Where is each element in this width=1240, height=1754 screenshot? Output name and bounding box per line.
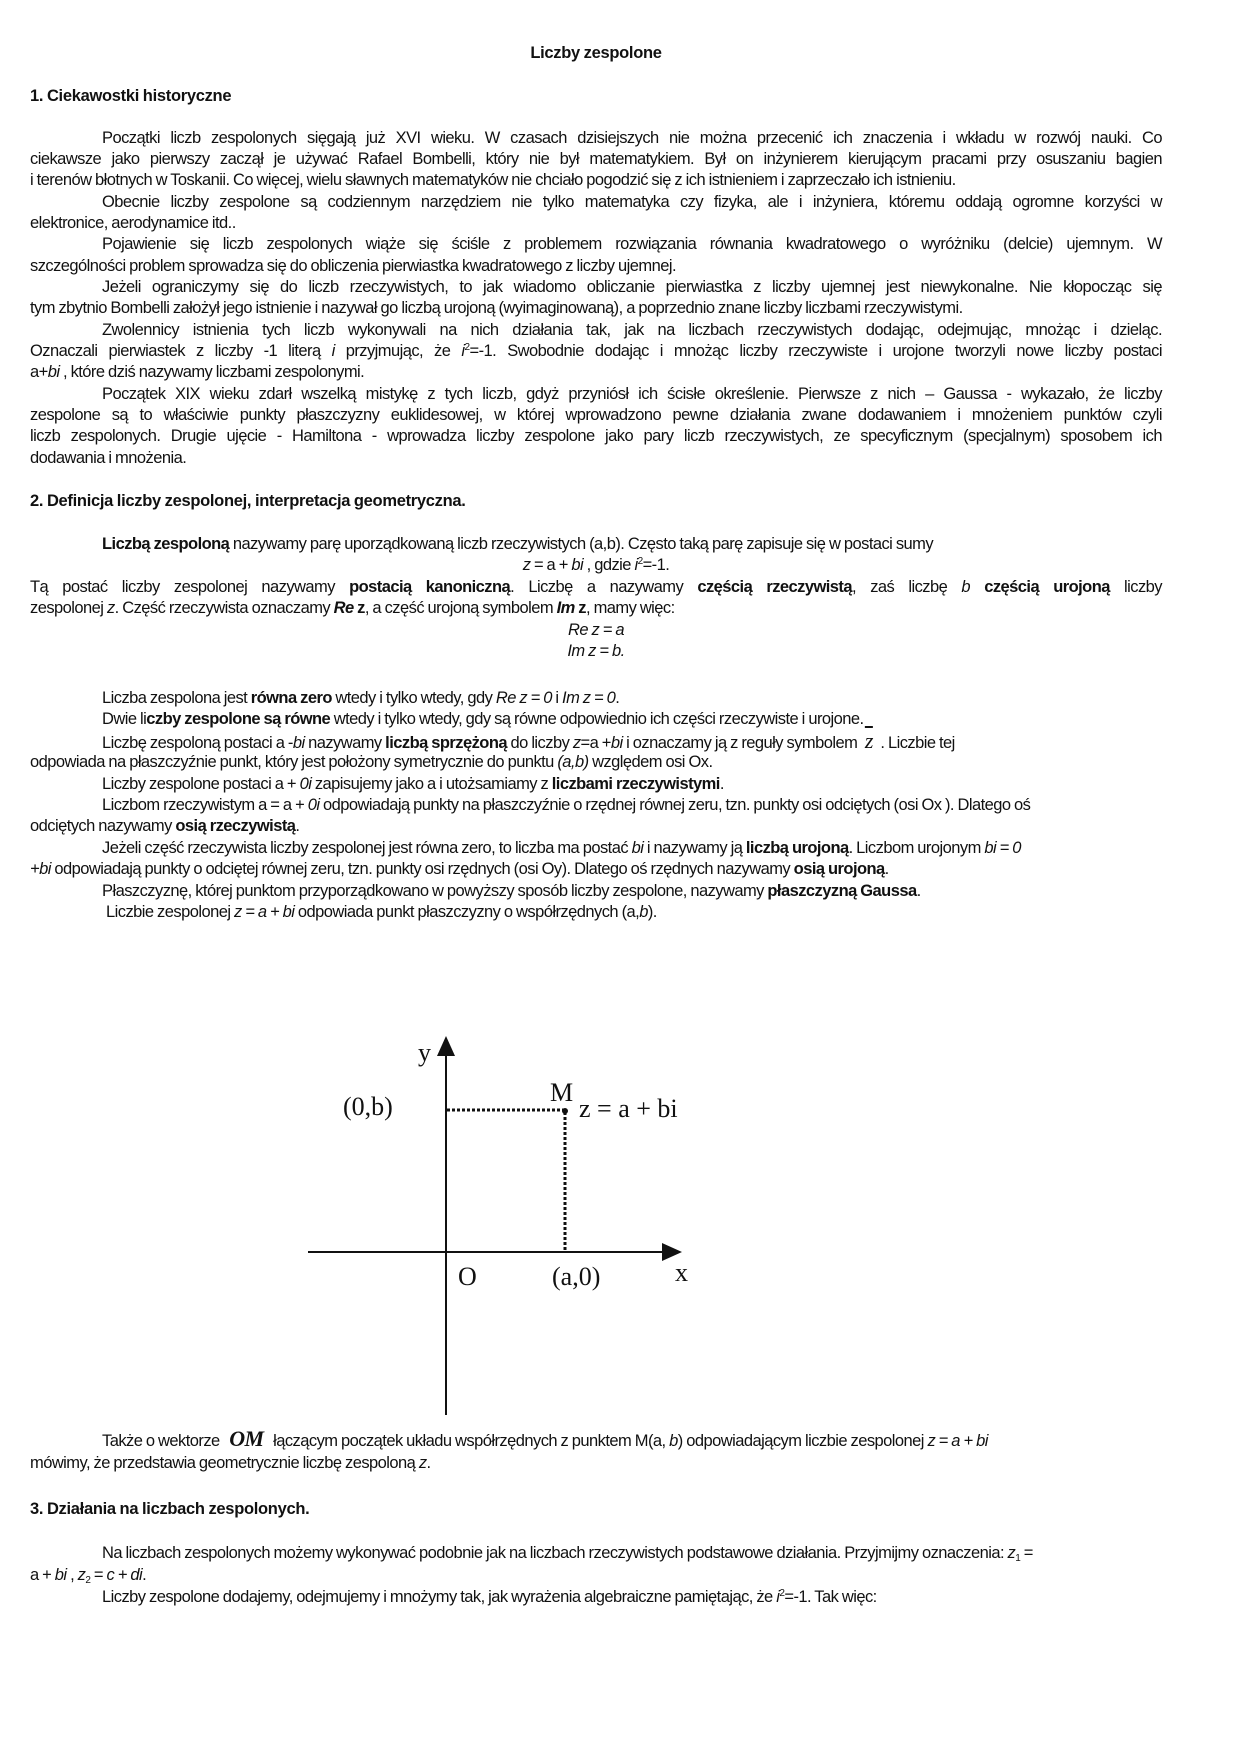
y-axis-label: y — [418, 1038, 431, 1067]
text: (a,b) — [557, 753, 589, 771]
paragraph-line — [30, 794, 1030, 816]
text: . — [615, 689, 620, 707]
vector-om-symbol: OM — [229, 1426, 264, 1451]
text: 2 — [464, 342, 470, 353]
text: . Liczbie tej — [876, 734, 955, 752]
text: odpowiada na płaszczyźnie punkt, który jest położony symetrycznie do punktu — [30, 753, 558, 771]
text: z — [418, 1454, 427, 1472]
point-equation-label: z = a + bi — [579, 1094, 678, 1123]
text: częścią rzeczywistą — [697, 578, 853, 596]
text: z = a + bi — [927, 1432, 988, 1450]
text: łączącym początek układu współrzędnych z punktem M(a, — [269, 1432, 670, 1450]
paragraph-line: tym zbytnio Bombelli założył jego istnienie i nazywał go liczbą urojoną (wyimaginowaną), a poprzednio znane liczby liczbami rzeczywistymi. — [30, 299, 963, 317]
text: bi — [571, 556, 584, 574]
text: 2 — [637, 556, 643, 567]
text: Liczbie zespolonej — [106, 903, 234, 921]
text: =a + — [580, 734, 611, 752]
text: i — [331, 342, 335, 360]
text: nazywamy — [304, 734, 386, 752]
paragraph-line — [30, 901, 657, 923]
text: z — [574, 599, 586, 617]
text — [970, 578, 984, 596]
paragraph-line: i terenów błotnych w Toskanii. Co więcej, wielu sławnych matematyków nie chciało pogodzić się z ich istnieniem i zaprzeczało ich istnieniu. — [30, 171, 956, 189]
text: Tą postać liczby zespolonej nazywamy — [30, 578, 350, 596]
text: Re — [333, 599, 354, 617]
section-heading-1: 1. Ciekawostki historyczne — [30, 87, 232, 105]
text: osią urojoną — [793, 860, 885, 878]
section-heading-3: 3. Działania na liczbach zespolonych. — [30, 1500, 310, 1518]
text: =-1. Tak więc: — [784, 1588, 877, 1606]
text: do liczby — [507, 734, 573, 752]
text: mówimy, że przedstawia geometrycznie liczbę zespoloną — [30, 1454, 419, 1472]
text: Liczby zespolone postaci a + — [102, 775, 300, 793]
text: a + — [30, 1566, 55, 1584]
text: 2 — [85, 1575, 91, 1586]
text: Płaszczyznę, której punktom przyporządkowano w powyższy sposób liczby zespolone, nazywamy — [102, 882, 768, 900]
paragraph-line — [30, 361, 364, 383]
paragraph-line: Zwolennicy istnienia tych liczb wykonywali na nich działania tak, jak na liczbach rzeczywistych dodając, odejmując, mnożąc i dzieląc. — [102, 321, 1162, 339]
text: i — [634, 556, 638, 574]
text: wtedy i tylko wtedy, gdy — [331, 689, 496, 707]
text: Liczbom rzeczywistym a = a + — [102, 796, 308, 814]
paragraph-line — [30, 340, 1162, 362]
text: odpowiada punkt płaszczyzny o współrzędnych (a, — [294, 903, 640, 921]
text: z — [353, 599, 365, 617]
text: i — [551, 689, 563, 707]
text: odpowiadają punkty o odciętej równej zeru, tzn. punkty osi rzędnych (osi Oy). Dlatego oś rzędnych nazywamy — [50, 860, 794, 878]
paragraph-line: dodawania i mnożenia. — [30, 449, 187, 467]
conjugate-symbol: $\overline{z}$ — [864, 728, 873, 753]
text: bi — [54, 1566, 67, 1584]
paragraph-line — [30, 708, 864, 730]
text: Jeżeli część rzeczywista liczby zespolonej jest równa zero, to liczba ma postać — [102, 839, 632, 857]
text: , mamy więc: — [586, 599, 675, 617]
text: i nazywamy ją — [643, 839, 746, 857]
paragraph-line — [30, 880, 921, 902]
text: , — [66, 1566, 78, 1584]
text: zapisujemy jako a i utożsamiamy z — [311, 775, 552, 793]
x-tick-label: (a,0) — [552, 1262, 601, 1291]
paragraph-line — [30, 533, 933, 555]
text: z = a + bi — [233, 903, 295, 921]
text: , gdzie — [583, 556, 635, 574]
paragraph-line: liczb zespolonych. Drugie ujęcie - Hamiltona - wprowadza liczby zespolone jako pary liczb rzeczywistych, ze specyficznym (specjalnym) sposobem ich — [30, 427, 1162, 445]
paragraph-line — [30, 773, 724, 795]
axes-graphic — [300, 1030, 770, 1420]
text: bi — [610, 734, 623, 752]
text: , które dziś nazywamy liczbami zespolonymi. — [59, 363, 365, 381]
paragraph-line: szczególności problem sprowadza się do obliczenia pierwiastka kwadratowego z liczby ujemnej. — [30, 257, 676, 275]
text: częścią urojoną — [984, 578, 1110, 596]
text: odpowiadają punkty na płaszczyźnie o rzędnej równej zeru, tzn. punkty osi odciętych (osi Ox ). Dlatego oś — [319, 796, 1031, 814]
text: 0i — [299, 775, 312, 793]
paragraph-line — [30, 1586, 877, 1608]
text: równa zero — [250, 689, 332, 707]
text: . Liczbom urojonym — [848, 839, 985, 857]
text: b — [961, 578, 971, 596]
text: b — [639, 903, 648, 921]
text: liczbą sprzężoną — [385, 734, 507, 752]
text: liczbami rzeczywistymi — [551, 775, 720, 793]
paragraph-line: Początek XIX wieku zdarł wszelką mistykę z tych liczb, gdyż przyniósł ich ścisłe określenie. Pierwsze z nich – Gaussa - wykazało, że liczby — [102, 385, 1162, 403]
text: 1 — [1015, 1553, 1021, 1564]
text: Na liczbach zespolonych możemy wykonywać podobnie jak na liczbach rzeczywistych podstawowe działania. Przyjmijmy oznaczenia: — [102, 1544, 1008, 1562]
text: płaszczyzną Gaussa — [767, 882, 917, 900]
text: z — [1007, 1544, 1016, 1562]
text: b — [669, 1432, 678, 1450]
text: Także o wektorze — [102, 1432, 224, 1450]
text: c + di — [106, 1566, 143, 1584]
text: z — [522, 556, 531, 574]
paragraph-line: elektronice, aerodynamice itd.. — [30, 214, 236, 232]
text: i oznaczamy ją z reguły symbolem — [622, 734, 861, 752]
text: . Liczbę a nazywamy — [510, 578, 698, 596]
document-title: Liczby zespolone — [530, 44, 662, 62]
text: = — [90, 1566, 107, 1584]
y-tick-label: (0,b) — [343, 1092, 393, 1121]
paragraph-line: Pojawienie się liczb zespolonych wiąże się ściśle z problemem rozwiązania równania kwadratowego o wyróżniku (delcie) ujemnym. W — [102, 235, 1162, 253]
paragraph-line: Początki liczb zespolonych sięgają już XVI wieku. W czasach dzisiejszych nie można przecenić ich znaczenia i wkładu w rozwój nauki. Co — [102, 129, 1162, 147]
text: bi — [47, 363, 60, 381]
text: . — [719, 775, 724, 793]
text: Dwie li — [102, 710, 147, 728]
paragraph-line — [30, 837, 1021, 859]
equation-im: Im z = b. — [567, 642, 625, 660]
text: =-1. Swobodnie dodając i mnożąc liczby rzeczywiste i urojone tworzyli nowe liczby postaci — [469, 342, 1162, 360]
paragraph-line: ciekawsze jako pierwszy zaczął je używać Rafael Bombelli, który nie był matematykiem. Był on inżynierem kierującym pracami przy osuszaniu bagien — [30, 150, 1162, 168]
text: i — [461, 342, 465, 360]
paragraph-line — [30, 687, 619, 709]
text: Liczbę zespoloną postaci a - — [102, 734, 293, 752]
text: 2 — [779, 1588, 785, 1599]
text: czby zespolone są równe — [146, 710, 331, 728]
paragraph-line — [30, 597, 675, 619]
text: liczby — [1109, 578, 1162, 596]
text: = a + — [530, 556, 572, 574]
text: +bi — [30, 860, 51, 878]
paragraph-line: Obecnie liczby zespolone są codziennym narzędziem nie tylko matematyka czy fizyka, ale i inżyniera, któremu oddają ogromne korzyści w — [102, 193, 1162, 211]
text: z — [77, 1566, 86, 1584]
text: Oznaczali pierwiastek z liczby -1 literą — [30, 342, 332, 360]
paragraph-line: Jeżeli ograniczymy się do liczb rzeczywistych, to jak wiadomo obliczanie pierwiastka z liczby ujemnej jest niewykonalne. Nie kłopocząc się — [102, 278, 1162, 296]
paragraph-line — [30, 815, 299, 837]
equation — [30, 554, 1162, 576]
text: . — [295, 817, 300, 835]
text: a+ — [30, 363, 48, 381]
origin-label: O — [458, 1262, 477, 1291]
text: . — [884, 860, 889, 878]
text: wtedy i tylko wtedy, gdy są równe odpowiednio ich części rzeczywiste i urojone. — [330, 710, 864, 728]
section-heading-2: 2. Definicja liczby zespolonej, interpretacja geometryczna. — [30, 492, 466, 510]
text: Im z = 0 — [562, 689, 616, 707]
point-m-label: M — [550, 1078, 574, 1107]
paragraph-line — [30, 1428, 988, 1452]
text: zespolonej — [30, 599, 107, 617]
text: i — [776, 1588, 780, 1606]
text: . — [142, 1566, 147, 1584]
text: =-1. — [642, 556, 670, 574]
text: Re z = 0 — [495, 689, 552, 707]
text: bi — [631, 839, 644, 857]
text: , zaś liczbę — [852, 578, 962, 596]
complex-plane-diagram — [300, 1030, 770, 1420]
text: bi = 0 — [984, 839, 1021, 857]
text: Im — [556, 599, 575, 617]
paragraph-line — [30, 751, 712, 773]
text: . — [916, 882, 921, 900]
text: , a część urojoną symbolem — [364, 599, 557, 617]
text: osią rzeczywistą — [175, 817, 296, 835]
text: bi — [292, 734, 305, 752]
x-axis-label: x — [675, 1258, 688, 1287]
text: Liczba zespolona jest — [102, 689, 251, 707]
text: ). — [647, 903, 657, 921]
text: 0i — [307, 796, 320, 814]
equation-re: Re z = a — [567, 621, 624, 639]
text: odciętych nazywamy — [30, 817, 176, 835]
text: . — [426, 1454, 431, 1472]
text: = — [1020, 1544, 1033, 1562]
text: liczbą urojoną — [745, 839, 849, 857]
paragraph-line — [30, 1564, 146, 1586]
text: Liczby zespolone dodajemy, odejmujemy i mnożymy tak, jak wyrażenia algebraiczne pamiętając, że — [102, 1588, 777, 1606]
paragraph-line — [30, 1542, 1033, 1564]
paragraph-line — [30, 858, 889, 880]
paragraph-line — [30, 576, 1162, 598]
text: względem osi Ox. — [588, 753, 713, 771]
text: z — [106, 599, 115, 617]
paragraph-line: zespolone są to właściwie punkty płaszczyzny euklidesowej, w której wprowadzono pewne działania zwane dodawaniem i mnożeniem punktów czyli — [30, 406, 1162, 424]
text: Liczbą zespoloną — [102, 535, 230, 553]
text: z — [572, 734, 581, 752]
text: postacią kanoniczną — [349, 578, 511, 596]
text: . Część rzeczywista oznaczamy — [114, 599, 334, 617]
text: ) odpowiadającym liczbie zespolonej — [677, 1432, 928, 1450]
paragraph-line — [30, 1452, 431, 1474]
text: przyjmując, że — [334, 342, 462, 360]
text: nazywamy parę uporządkowaną liczb rzeczywistych (a,b). Często taką parę zapisuje się w postaci sumy — [229, 535, 934, 553]
